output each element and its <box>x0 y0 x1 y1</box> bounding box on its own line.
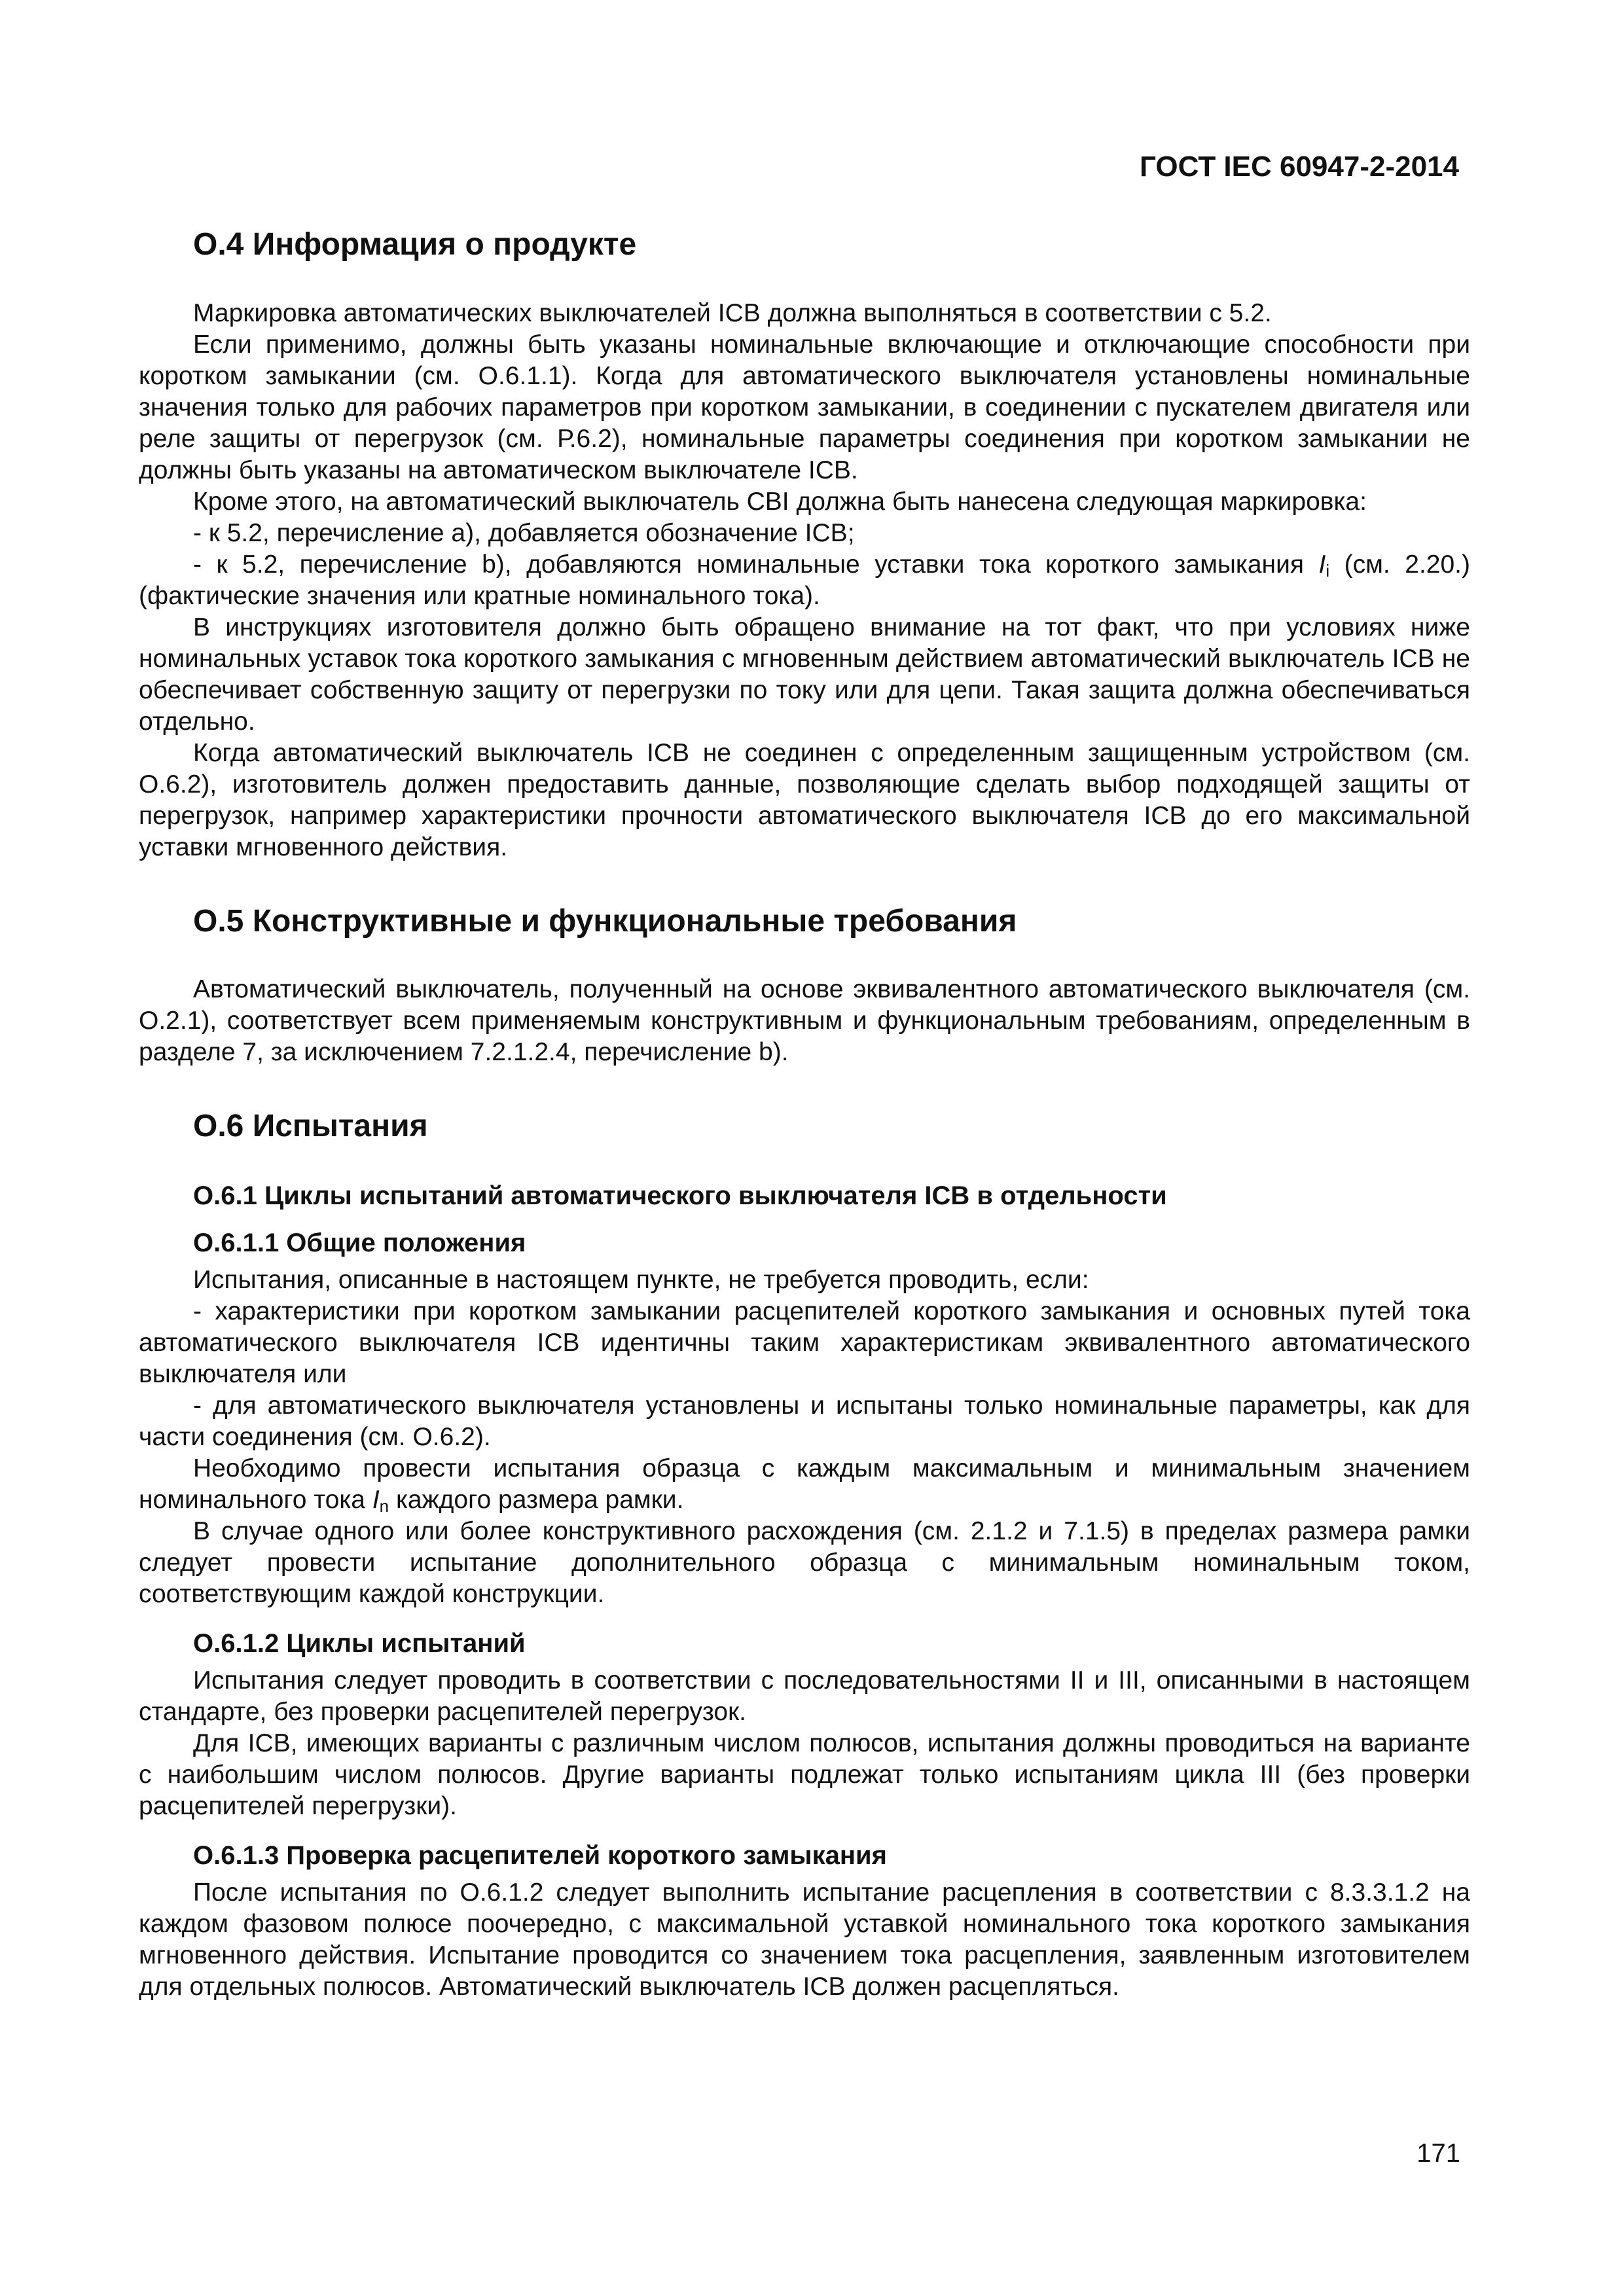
page-number: 171 <box>1416 2139 1460 2168</box>
section-title: О.6 Испытания <box>193 1109 428 1144</box>
paragraph: В случае одного или более конструктивного расхождения (см. 2.1.2 и 7.1.5) в пределах размера рамки следует провести испытание дополнительного образца с минимальным номинальным током, соответствующим каждой конструкции. <box>139 1516 1470 1608</box>
paragraph: Если применимо, должны быть указаны номинальные включающие и отключающие способности при коротком замыкании (см. О.6.1.1). Когда для автоматического выключателя установлены номинальные значения только для рабочих параметров при коротком замыкании, в соединении с пускателем двигателя или реле защиты от перегрузок (см. Р.6.2), номинальные параметры соединения при коротком замыкании не должны быть указаны на автоматическом выключателе ICB. <box>139 330 1470 484</box>
paragraph: Когда автоматический выключатель ICB не соединен с определенным защищенным устройством (см. О.6.2), изготовитель должен предоставить данные, позволяющие сделать выбор подходящей защиты от перегрузок, например характеристики прочности автоматического выключателя ICB до его максимальной уставки мгновенного действия. <box>139 738 1470 861</box>
text-run: - к 5.2, перечисление b), добавляются номинальные уставки тока короткого замыкания <box>193 550 1319 579</box>
list-item: - к 5.2, перечисление а), добавляется обозначение ICB; <box>193 518 855 547</box>
paragraph: После испытания по О.6.1.2 следует выполнить испытание расцепления в соответствии с 8.3.3.1.2 на каждом фазовом полюсе поочередно, с максимальной уставкой номинального тока короткого замыкания мгновенного действия. Испытание проводится со значением тока расцепления, заявленным изготовителем для отдельных полюсов. Автоматический выключатель ICB должен расцепляться. <box>139 1878 1470 2001</box>
subsection-title: О.6.1.1 Общие положения <box>193 1228 526 1257</box>
section-o6 <box>139 1107 1470 2003</box>
list-item <box>139 549 1470 612</box>
current-symbol: I <box>372 1485 380 1514</box>
paragraph: Для ICB, имеющих варианты с различным числом полюсов, испытания должны проводиться на варианте с наибольшим числом полюсов. Другие варианты подлежат только испытаниям цикла III (без проверки расцепителей перегрузки). <box>139 1729 1470 1820</box>
section-o5 <box>139 903 1470 1069</box>
paragraph: Автоматический выключатель, полученный на основе эквивалентного автоматического выключателя (см. О.2.1), соответствует всем применяемым конструктивным и функциональным требованиям, определенным в разделе 7, за исключением 7.2.1.2.4, перечисление b). <box>139 975 1470 1067</box>
text-run: каждого размера рамки. <box>389 1485 684 1514</box>
list-item: - характеристики при коротком замыкании расцепителей короткого замыкания и основных путей тока автоматического выключателя ICB идентичны таким характеристикам эквивалентного автоматического выключателя или <box>139 1297 1470 1388</box>
subsection-title: О.6.1.2 Циклы испытаний <box>193 1628 526 1658</box>
page-body <box>139 226 1470 2003</box>
current-subscript: i <box>1326 560 1330 581</box>
subsection-title: О.6.1 Циклы испытаний автоматического выключателя ICB в отдельности <box>193 1181 1167 1210</box>
section-o4 <box>139 226 1470 863</box>
paragraph: Маркировка автоматических выключателей ICB должна выполняться в соответствии с 5.2. <box>193 298 1272 327</box>
text-run: (см. 2.20.) (фактические значения или кратные номинального тока). <box>139 550 1470 610</box>
text-run: Необходимо провести испытания образца с каждым максимальным и минимальным значением номинального тока <box>139 1454 1470 1514</box>
subsection-title: О.6.1.3 Проверка расцепителей короткого замыкания <box>193 1840 887 1870</box>
current-symbol: I <box>1318 550 1326 579</box>
section-title: О.4 Информация о продукте <box>193 227 637 262</box>
paragraph <box>139 1453 1470 1516</box>
paragraph: Испытания, описанные в настоящем пункте, не требуется проводить, если: <box>193 1265 1089 1294</box>
paragraph: Кроме этого, на автоматический выключатель CBI должна быть нанесена следующая маркировка: <box>193 487 1367 516</box>
document-code: ГОСТ IEC 60947-2-2014 <box>1140 151 1459 183</box>
section-title: О.5 Конструктивные и функциональные требования <box>193 903 1017 939</box>
list-item: - для автоматического выключателя установлены и испытаны только номинальные параметры, как для части соединения (см. О.6.2). <box>139 1391 1470 1451</box>
paragraph: В инструкциях изготовителя должно быть обращено внимание на тот факт, что при условиях ниже номинальных уставок тока короткого замыкания с мгновенным действием автоматический выключатель ICB не обеспечивает собственную защиту от перегрузки по току или для цепи. Такая защита должна обеспечиваться отдельно. <box>139 613 1470 736</box>
current-subscript: n <box>379 1496 389 1516</box>
paragraph: Испытания следует проводить в соответствии с последовательностями II и III, описанными в настоящем стандарте, без проверки расцепителей перегрузок. <box>139 1666 1470 1726</box>
